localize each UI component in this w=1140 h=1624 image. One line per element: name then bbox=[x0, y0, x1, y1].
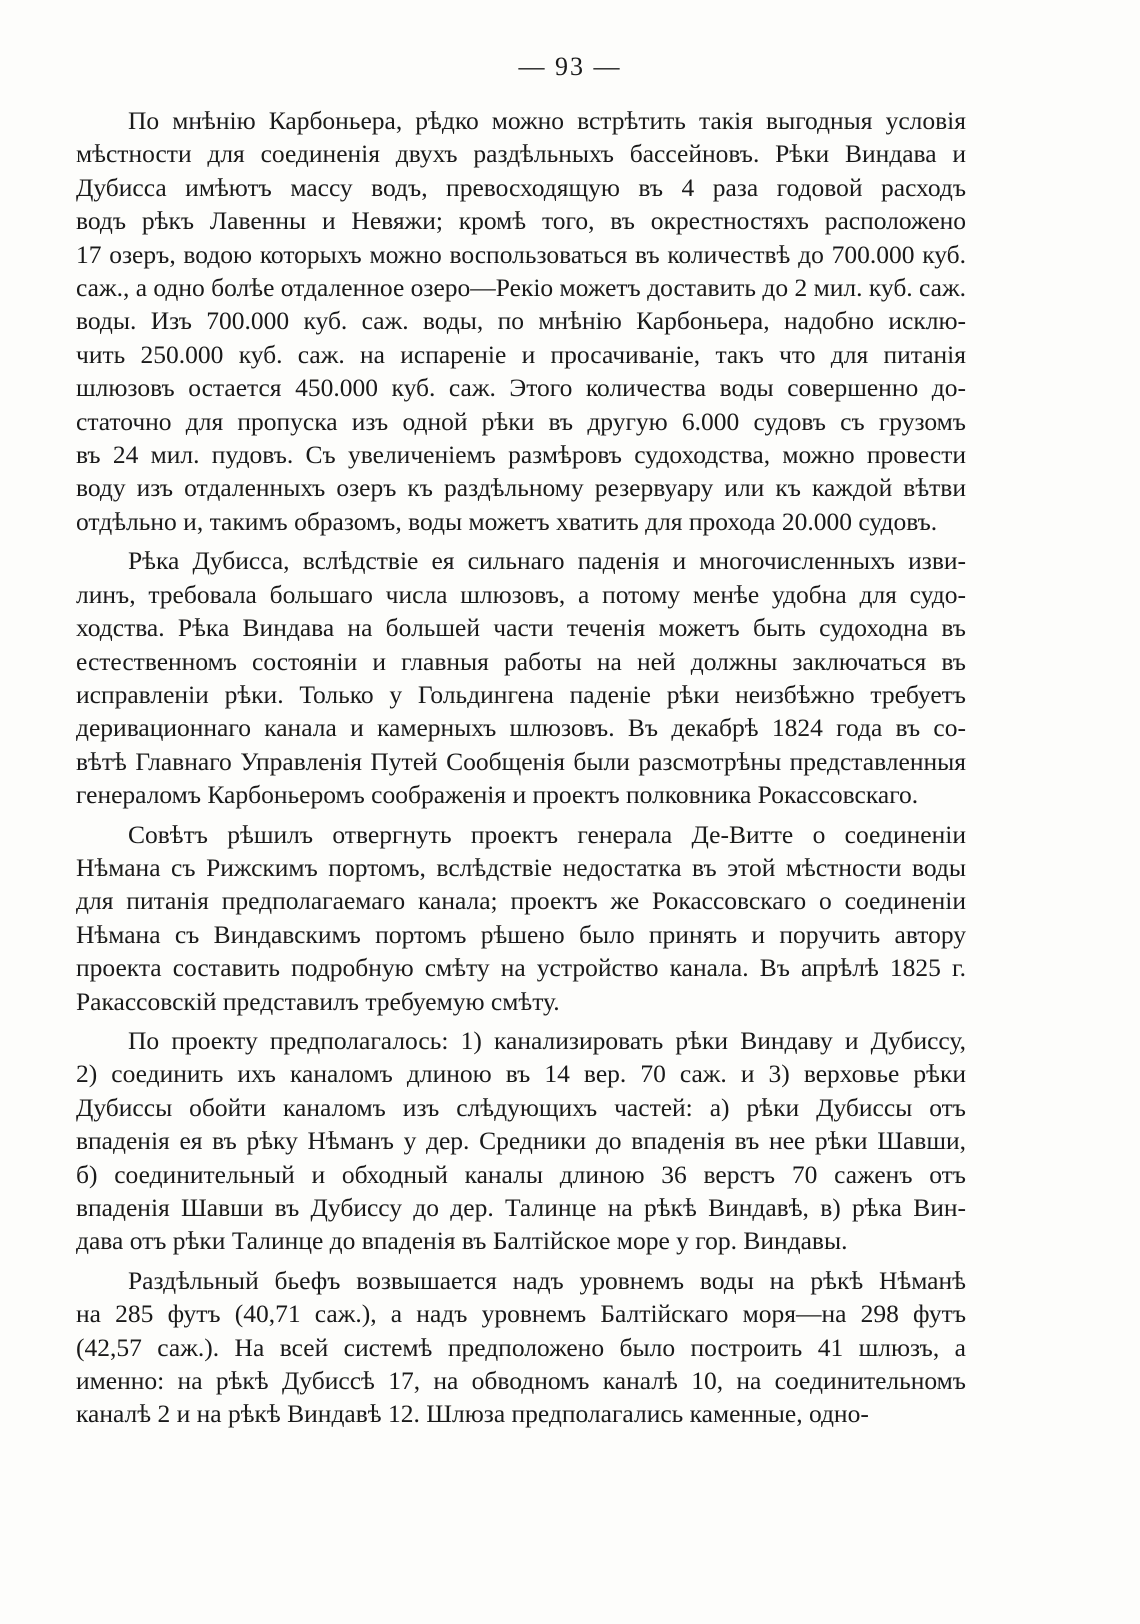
text-line: для питанія предполагаемаго канала; проектъ же Рокассовскаго о соединеніи bbox=[76, 886, 966, 916]
text-line: 17 озеръ, водою которыхъ можно воспользоваться въ количествѣ до 700.000 куб. bbox=[76, 239, 966, 269]
text-line: (42,57 саж.). На всей системѣ предположено было построить 41 шлюзъ, а bbox=[76, 1332, 966, 1362]
text-line: Нѣмана съ Виндавскимъ портомъ рѣшено было принять и поручить автору bbox=[76, 919, 966, 949]
text-line: чить 250.000 куб. саж. на испареніе и просачиваніе, такъ что для питанія bbox=[76, 339, 966, 369]
text-line: деривационнаго канала и камерныхъ шлюзовъ. Въ декабрѣ 1824 года въ со- bbox=[76, 713, 966, 743]
text-line: естественномъ состояніи и главныя работы на ней должны заключаться въ bbox=[76, 646, 966, 676]
text-line: Раздѣльный бьефъ возвышается надъ уровнемъ воды на рѣкѣ Нѣманѣ bbox=[128, 1265, 966, 1295]
text-line: исправленіи рѣки. Только у Гольдингена паденіе рѣки неизбѣжно требуетъ bbox=[76, 679, 966, 709]
text-line: ходства. Рѣка Виндава на большей части теченія можетъ быть судоходна въ bbox=[76, 613, 966, 643]
text-line: въ 24 мил. пудовъ. Съ увеличеніемъ размѣровъ судоходства, можно провести bbox=[76, 440, 966, 470]
page-number: — 93 — bbox=[518, 52, 622, 81]
text-line: впаденія ея въ рѣку Нѣманъ у дер. Средники до впаденія въ нее рѣки Шавши, bbox=[76, 1126, 966, 1156]
text-line: вѣтѣ Главнаго Управленія Путей Сообщенія были разсмотрѣны представленныя bbox=[76, 746, 966, 776]
text-line: Нѣмана съ Рижскимъ портомъ, вслѣдствіе недостатка въ этой мѣстности воды bbox=[76, 852, 966, 882]
text-line: 2) соединить ихъ каналомъ длиною въ 14 вер. 70 саж. и 3) верховье рѣки bbox=[76, 1059, 966, 1089]
text-line: воды. Изъ 700.000 куб. саж. воды, по мнѣнію Карбоньера, надобно исклю- bbox=[76, 306, 966, 336]
text-line: б) соединительный и обходный каналы длиною 36 верстъ 70 саженъ отъ bbox=[76, 1159, 966, 1189]
paragraph bbox=[76, 1024, 966, 1258]
text-line: именно: на рѣкѣ Дубиссѣ 17, на обводномъ каналѣ 10, на соединительномъ bbox=[76, 1366, 966, 1396]
text-line: дава отъ рѣки Талинце до впаденія въ Балтійское море у гор. Виндавы. bbox=[76, 1226, 848, 1256]
text-line: Совѣтъ рѣшилъ отвергнуть проектъ генерала Де-Витте о соединеніи bbox=[128, 819, 966, 849]
text-line: отдѣльно и, такимъ образомъ, воды можетъ хватить для прохода 20.000 судовъ. bbox=[76, 506, 938, 536]
text-line: водъ рѣкъ Лавенны и Невяжи; кромѣ того, въ окрестностяхъ расположено bbox=[76, 206, 966, 236]
text-line: саж., а одно болѣе отдаленное озеро—Рекіо можетъ доставить до 2 мил. куб. саж. bbox=[76, 273, 966, 303]
text-line: воду изъ отдаленныхъ озеръ къ раздѣльному резервуару или къ каждой вѣтви bbox=[76, 473, 966, 503]
paragraph bbox=[76, 818, 966, 1018]
paragraph bbox=[76, 104, 966, 538]
text-line: шлюзовъ остается 450.000 куб. саж. Этого количества воды совершенно до- bbox=[76, 373, 966, 403]
text-line: По проекту предполагалось: 1) канализировать рѣки Виндаву и Дубиссу, bbox=[128, 1025, 966, 1055]
text-line: мѣстности для соединенія двухъ раздѣльныхъ бассейновъ. Рѣки Виндава и bbox=[76, 139, 966, 169]
text-line: статочно для пропуска изъ одной рѣки въ другую 6.000 судовъ съ грузомъ bbox=[76, 406, 966, 436]
text-line: По мнѣнію Карбоньера, рѣдко можно встрѣтить такія выгодныя условія bbox=[128, 106, 966, 135]
text-line: линъ, требовала большаго числа шлюзовъ, а потому менѣе удобна для судо- bbox=[76, 579, 966, 609]
text-line: генераломъ Карбоньеромъ соображенія и проектъ полковника Рокассовскаго. bbox=[76, 780, 919, 810]
text-line: Рѣка Дубисса, вслѣдствіе ея сильнаго паденія и многочисленныхъ изви- bbox=[128, 546, 966, 576]
text-line: каналѣ 2 и на рѣкѣ Виндавѣ 12. Шлюза предполагались каменные, одно- bbox=[76, 1399, 869, 1429]
body-text bbox=[76, 104, 966, 1437]
paragraph bbox=[76, 1264, 966, 1431]
text-line: на 285 футъ (40,71 саж.), а надъ уровнемъ Балтійскаго моря—на 298 футъ bbox=[76, 1299, 966, 1329]
text-line: проекта составить подробную смѣту на устройство канала. Въ апрѣлѣ 1825 г. bbox=[76, 953, 966, 983]
paragraph bbox=[76, 544, 966, 811]
text-line: Ракассовскій представилъ требуемую смѣту. bbox=[76, 986, 560, 1016]
text-line: впаденія Шавши въ Дубиссу до дер. Талинце на рѣкѣ Виндавѣ, в) рѣка Вин- bbox=[76, 1193, 966, 1222]
text-line: Дубиссы обойти каналомъ изъ слѣдующихъ частей: а) рѣки Дубиссы отъ bbox=[76, 1092, 966, 1122]
text-line: Дубисса имѣютъ массу водъ, превосходящую въ 4 раза годовой расходъ bbox=[76, 172, 966, 202]
